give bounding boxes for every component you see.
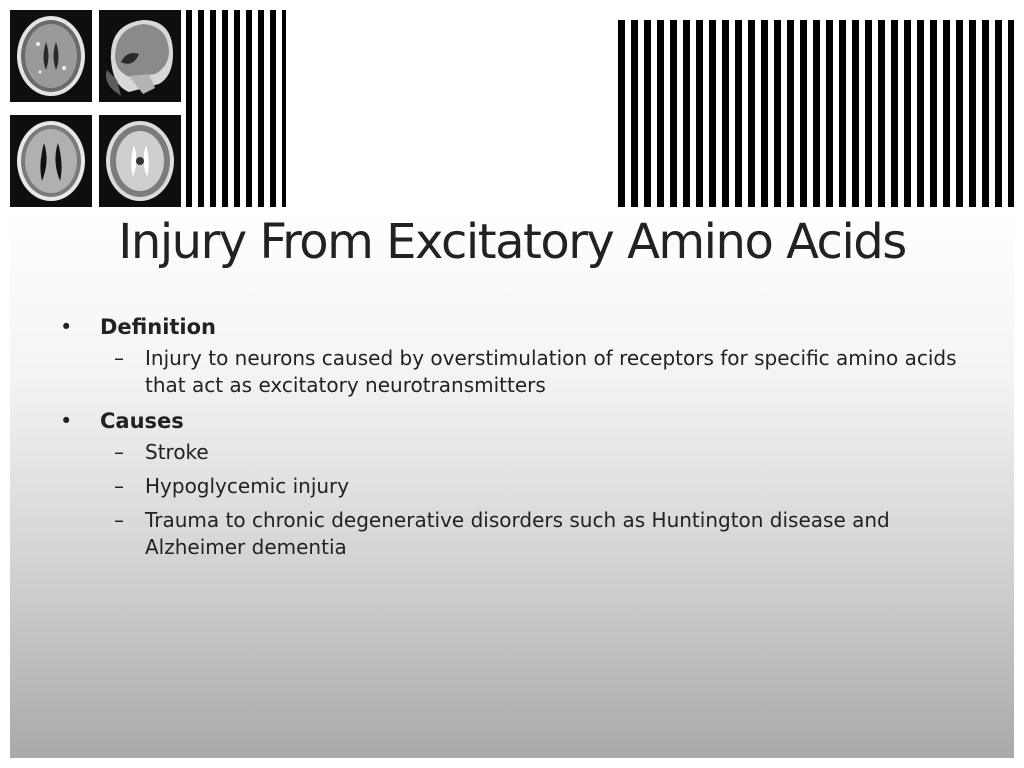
dash-glyph: – [114, 346, 124, 370]
axial-brain-mri-bright-image [99, 115, 181, 207]
bullet-glyph: • [60, 409, 73, 433]
sub-bullet-text: Stroke [145, 440, 209, 464]
axial-brain-mri-image [10, 10, 92, 102]
bullet-glyph: • [60, 315, 73, 339]
sub-bullet-item [100, 473, 966, 500]
sub-bullet-item [100, 439, 966, 466]
sub-bullet-list [100, 345, 966, 399]
vertical-stripes-left [186, 10, 286, 207]
sub-bullet-text: Trauma to chronic degenerative disorders such as Huntington disease and Alzheimer dementia [145, 508, 890, 559]
slide-title: Injury From Excitatory Amino Acids [118, 214, 906, 270]
bullet-list [56, 312, 966, 561]
bullet-label: Definition [100, 315, 217, 339]
bullet-item-causes [56, 406, 966, 561]
bullet-item-definition [56, 312, 966, 399]
sub-bullet-item [100, 345, 966, 399]
sub-bullet-item [100, 507, 966, 561]
sagittal-brain-mri-image [99, 10, 181, 102]
sub-bullet-text: Hypoglycemic injury [145, 474, 350, 498]
dash-glyph: – [114, 508, 124, 532]
vertical-stripes-right [618, 20, 1014, 207]
dash-glyph: – [114, 440, 124, 464]
sub-bullet-text: Injury to neurons caused by overstimulation of receptors for specific amino acids that act as excitatory neurotransmitters [145, 346, 957, 397]
bullet-label: Causes [100, 409, 184, 433]
sub-bullet-list [100, 439, 966, 561]
dash-glyph: – [114, 474, 124, 498]
axial-brain-mri-ventricles-image [10, 115, 92, 207]
slide-body [56, 312, 966, 568]
mri-image-grid [10, 10, 186, 207]
